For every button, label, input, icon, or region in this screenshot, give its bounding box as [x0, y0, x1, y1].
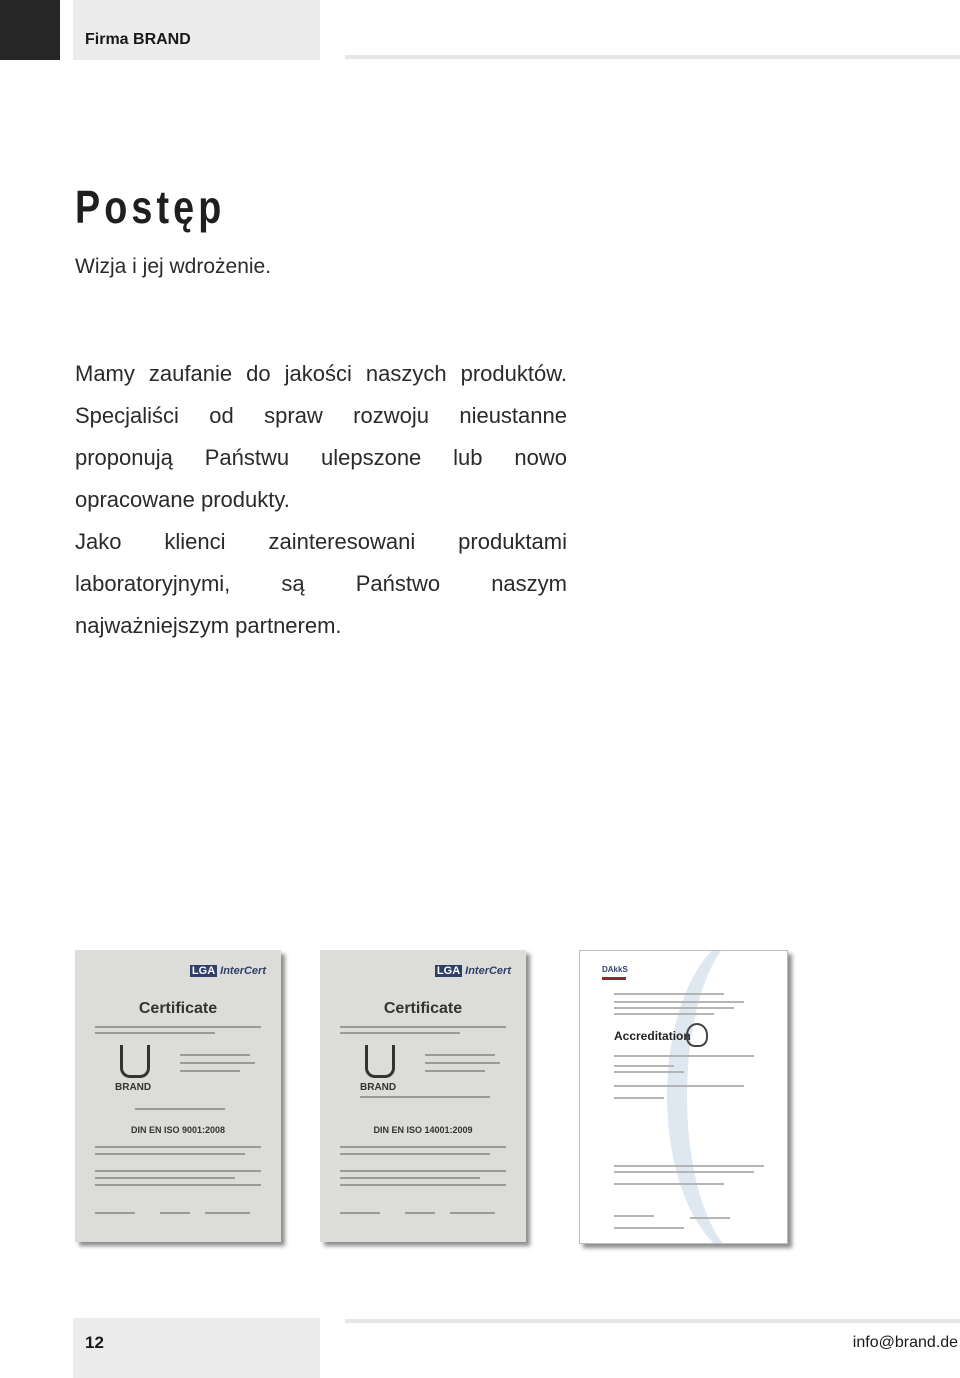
accreditation-title: Accreditation [614, 1029, 691, 1043]
flask-icon [120, 1045, 150, 1078]
eagle-icon [686, 1023, 708, 1047]
paragraph-customers: Jako klienci zainteresowani produktami laboratoryjnymi, są Państwo naszym najważniejszym partnerem. [75, 529, 567, 638]
certificate-standard: DIN EN ISO 14001:2009 [373, 1125, 473, 1135]
header-band [73, 0, 320, 60]
accreditation-certificate [579, 950, 788, 1244]
footer-band [73, 1318, 320, 1378]
certificate-iso-9001 [75, 950, 281, 1242]
brand-logo: BRAND [115, 1082, 152, 1093]
certificate-iso-14001 [320, 950, 526, 1242]
paragraph-quality: Mamy zaufanie do jakości naszych produktów. Specjaliści od spraw rozwoju nieustanne proponują Państwu ulepszone lub nowo opracowane produkty. [75, 361, 567, 512]
body-text [75, 353, 567, 647]
certificate-title: Certificate [138, 1000, 218, 1017]
intercert-logo: LGA InterCert [436, 965, 511, 977]
footer-rule [345, 1319, 960, 1323]
flask-icon [365, 1045, 395, 1078]
page-number: 12 [85, 1333, 104, 1352]
brand-logo: BRAND [360, 1082, 397, 1093]
header-title: Firma BRAND [85, 31, 191, 48]
intercert-logo: LGA InterCert [191, 965, 266, 977]
page-subtitle: Wizja i jej wdrożenie. [75, 255, 272, 278]
header-rule [345, 55, 960, 59]
footer-email-link[interactable]: info@brand.de [852, 1334, 958, 1351]
certificate-title: Certificate [383, 1000, 463, 1017]
page-title: Postęp [75, 181, 226, 233]
certificate-standard: DIN EN ISO 9001:2008 [130, 1125, 226, 1135]
corner-block [0, 0, 60, 60]
dakks-logo: DAkkS [602, 965, 628, 974]
